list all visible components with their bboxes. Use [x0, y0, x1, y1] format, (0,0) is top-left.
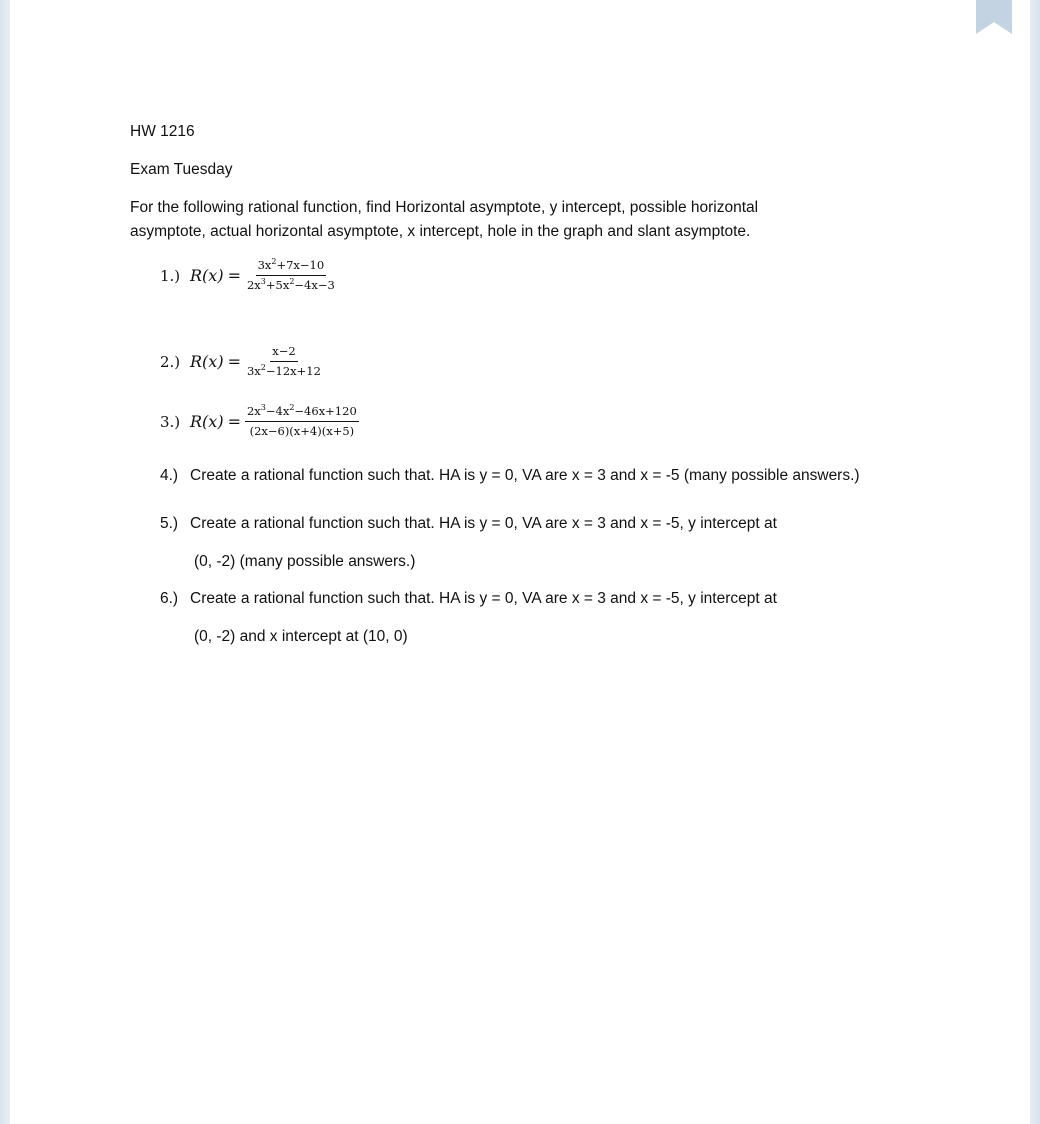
page-title: HW 1216 [130, 123, 195, 140]
problem-number: 3.) [160, 412, 181, 431]
denominator: $3x^2-12x+12$ [246, 363, 321, 378]
document-page[interactable] [10, 0, 1030, 1124]
problem-2 [160, 344, 323, 379]
function-name: R(x) [190, 265, 224, 285]
problem-number: 1.) [160, 266, 181, 285]
bookmark-icon[interactable] [976, 0, 1012, 34]
equals-sign: = [227, 265, 241, 285]
equals-sign: = [227, 351, 241, 371]
exam-note: Exam Tuesday [130, 161, 233, 178]
fraction [245, 404, 359, 439]
problem-text: Create a rational function such that. HA is y = 0, VA are x = 3 and x = -5, y intercept at [190, 515, 777, 532]
instructions-line-2: asymptote, actual horizontal asymptote, x intercept, hole in the graph and slant asymptote. [130, 223, 751, 240]
problem-3 [160, 404, 359, 439]
problem-number: 6.) [160, 590, 179, 607]
problem-number: 2.) [160, 352, 181, 371]
fraction [245, 344, 323, 379]
problem-number: 4.) [160, 467, 179, 484]
problem-number: 5.) [160, 515, 179, 532]
function-name: R(x) [190, 411, 224, 431]
problem-6 [160, 587, 777, 611]
denominator: (2x−6)(x+4)(x+5) [249, 424, 355, 438]
numerator: $2x^3-4x^2-46x+120$ [245, 404, 359, 422]
problem-text: Create a rational function such that. HA is y = 0, VA are x = 3 and x = -5 (many possible answers.) [190, 467, 860, 484]
equals-sign: = [227, 411, 241, 431]
fraction [245, 258, 337, 293]
problem-4 [160, 464, 860, 488]
problem-5 [160, 512, 777, 536]
denominator: $2x^3+5x^2-4x-3$ [246, 277, 335, 292]
problem-6-continuation: (0, -2) and x intercept at (10, 0) [194, 628, 408, 645]
problem-text: Create a rational function such that. HA is y = 0, VA are x = 3 and x = -5, y intercept at [190, 590, 777, 607]
function-name: R(x) [190, 351, 224, 371]
instructions-line-1: For the following rational function, find Horizontal asymptote, y intercept, possible horizontal [130, 199, 759, 216]
problem-1 [160, 258, 337, 293]
instructions [130, 196, 850, 244]
numerator: $3x^2+7x-10$ [256, 258, 327, 276]
problem-5-continuation: (0, -2) (many possible answers.) [194, 553, 416, 570]
numerator: x−2 [270, 344, 297, 362]
